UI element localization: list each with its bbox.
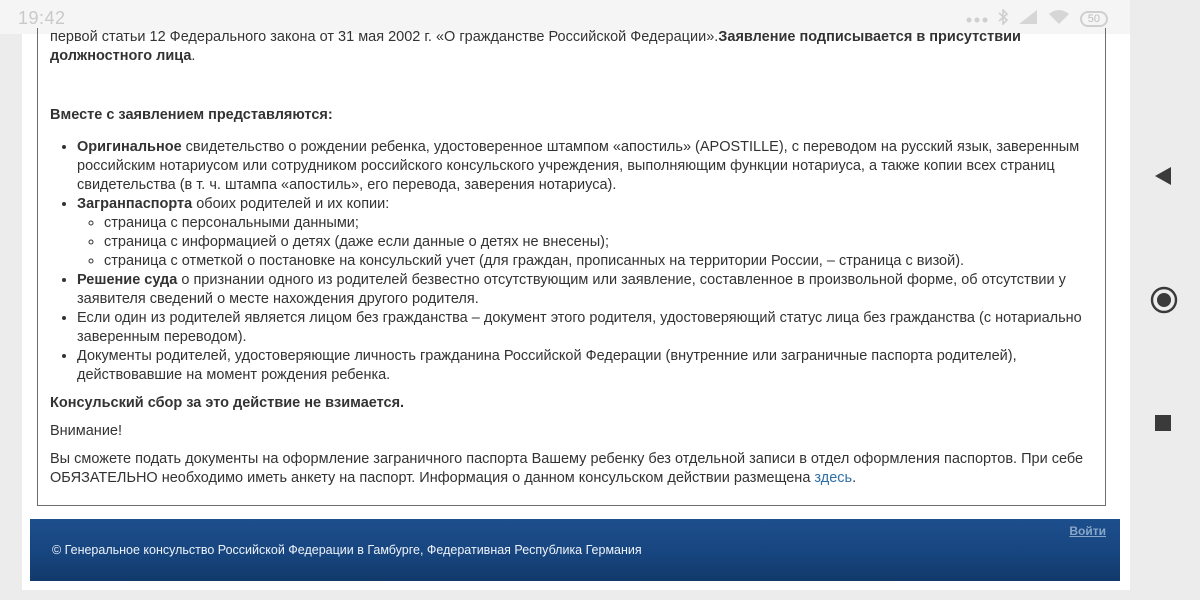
list-item xyxy=(77,347,1106,385)
web-page xyxy=(22,29,1130,590)
back-icon[interactable] xyxy=(1152,165,1174,192)
list-item-text: о признании одного из родителей безвестно отсутствующим или заявление, составленное в произвольной форме, об отсутствии у заявителя сведений о месте нахождения другого родителя. xyxy=(77,272,1066,307)
wifi-icon xyxy=(1048,9,1070,28)
login-link[interactable]: Войти xyxy=(1069,524,1106,538)
passport-pages-list xyxy=(77,214,1106,271)
intro-paragraph xyxy=(50,28,1106,66)
list-item xyxy=(77,271,1106,309)
intro-text: первой статьи 12 Федерального закона от 31 мая 2002 г. «О гражданстве Российской Федерации». xyxy=(50,29,719,45)
sub-list-item: ◦ страница с информацией о детях (даже если данные о детях не внесены); xyxy=(104,233,1106,252)
info-link[interactable]: здесь xyxy=(814,470,853,486)
content-box xyxy=(37,28,1106,506)
final-end: . xyxy=(852,470,857,486)
documents-heading: Вместе с заявлением представляются: xyxy=(50,107,333,123)
intro-end: . xyxy=(191,48,196,64)
list-item-bold: Загранпаспорта xyxy=(77,196,193,212)
documents-list xyxy=(50,138,1106,385)
home-icon[interactable] xyxy=(1150,286,1178,319)
attention-label: Внимание! xyxy=(50,423,123,439)
final-text: Вы сможете подать документы на оформление заграничного паспорта Вашему ребенку без отдельной записи в отдел оформления паспортов. При себе ОБЯЗАТЕЛЬНО необходимо иметь анкету на паспорт. Информация о данном консульском действии размещена xyxy=(50,451,1084,486)
list-item xyxy=(77,309,1106,347)
final-paragraph xyxy=(50,450,1106,488)
battery-indicator: 50 xyxy=(1080,11,1108,27)
fee-notice: Консульский сбор за это действие не взимается. xyxy=(50,395,405,411)
intro-bold-text: Заявление подписывается в присутствии должностного лица xyxy=(50,29,1021,64)
list-item xyxy=(77,138,1106,195)
list-item-bold: Оригинальное xyxy=(77,139,182,155)
site-footer xyxy=(30,519,1120,581)
status-time: 19:42 xyxy=(18,8,66,28)
status-icons xyxy=(966,9,1108,28)
list-item-bold: Решение суда xyxy=(77,272,178,288)
list-item xyxy=(77,195,1106,271)
list-item-text: Документы родителей, удостоверяющие личность гражданина Российской Федерации (внутренние или заграничные паспорта родителей), действовавшие на момент рождения ребенка. xyxy=(77,348,1017,383)
list-item-text: обоих родителей и их копии: xyxy=(192,196,390,212)
signal-icon xyxy=(1018,9,1038,28)
navigation-bar xyxy=(1130,0,1200,600)
list-item-text: Если один из родителей является лицом без гражданства – документ этого родителя, удостоверяющий статус лица без гражданства (с нотариально заверенным переводом). xyxy=(77,310,1082,345)
sub-list-item: ◦ страница с персональными данными; xyxy=(104,214,1106,233)
dots-icon xyxy=(966,11,988,27)
sub-list-item: ◦ страница с отметкой о постановке на консульский учет (для граждан, прописанных на территории России, – страница с визой). xyxy=(104,252,1106,271)
list-item-text: свидетельство о рождении ребенка, удостоверенное штампом «апостиль» (APOSTILLE), с переводом на русский язык, заверенным российским нотариусом или сотрудником российского консульского учреждения, выполняющим функции нотариуса, а также копии всех страниц свидетельства (в т. ч. штампа «апостиль», его перевода, заверения нотариуса). xyxy=(77,139,1080,193)
bluetooth-icon xyxy=(998,9,1008,28)
article-text xyxy=(50,28,1106,488)
footer-copyright: © Генеральное консульство Российской Федерации в Гамбурге, Федеративная Республика Германия xyxy=(52,543,642,557)
recent-apps-icon[interactable] xyxy=(1154,414,1172,437)
